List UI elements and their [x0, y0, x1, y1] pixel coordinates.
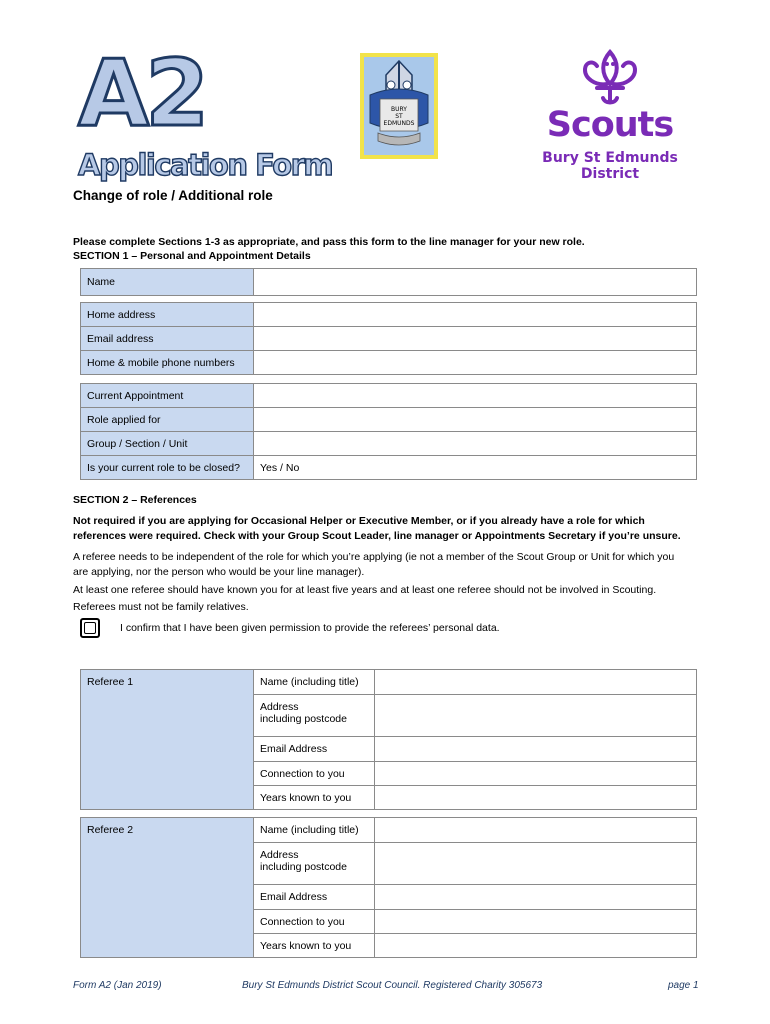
confirm-permission-checkbox[interactable] [80, 618, 100, 638]
name-field[interactable] [254, 269, 697, 296]
address-label-line2: including postcode [260, 861, 347, 873]
referee1-email-field[interactable] [375, 737, 697, 762]
referee2-name-field[interactable] [375, 818, 697, 843]
section2-title: SECTION 2 – References [73, 494, 197, 506]
section2-note-line1: Not required if you are applying for Occasional Helper or Executive Member, or if you already have a role for which [73, 515, 645, 527]
address-label-line1: Address [260, 849, 299, 861]
referee2-label: Referee 2 [81, 818, 254, 958]
referee1-table [80, 669, 697, 810]
footer-page-number: page 1 [668, 980, 699, 991]
contact-table [80, 302, 697, 375]
role-closed-label: Is your current role to be closed? [81, 456, 254, 480]
referee1-years-label: Years known to you [254, 786, 375, 810]
address-label-line2: including postcode [260, 713, 347, 725]
name-label: Name [81, 269, 254, 296]
referee2-name-label: Name (including title) [254, 818, 375, 843]
email-address-field[interactable] [254, 327, 697, 351]
current-appointment-label: Current Appointment [81, 384, 254, 408]
group-section-unit-label: Group / Section / Unit [81, 432, 254, 456]
section1-title: SECTION 1 – Personal and Appointment Details [73, 250, 311, 262]
role-applied-field[interactable] [254, 408, 697, 432]
intro-text: Please complete Sections 1-3 as appropriate, and pass this form to the line manager for your new role. [73, 236, 585, 248]
svg-text:ST: ST [395, 113, 403, 120]
form-title: Application Form [78, 148, 333, 182]
referee2-email-field[interactable] [375, 885, 697, 910]
referee1-years-field[interactable] [375, 786, 697, 810]
referee1-email-label: Email Address [254, 737, 375, 762]
email-address-label: Email address [81, 327, 254, 351]
referee-family-text: Referees must not be family relatives. [73, 601, 249, 613]
phone-numbers-label: Home & mobile phone numbers [81, 351, 254, 375]
referee2-email-label: Email Address [254, 885, 375, 910]
district-badge [360, 53, 438, 159]
referee2-address-label [254, 843, 375, 885]
referee-independence-line2: are applying, nor the person who would be your line manager). [73, 566, 365, 578]
role-closed-field[interactable]: Yes / No [254, 456, 697, 480]
footer-form-ref: Form A2 (Jan 2019) [73, 980, 162, 991]
referee-independence-line1: A referee needs to be independent of the role for which you’re applying (ie not a member of the Scout Group or Unit for which you [73, 551, 675, 563]
referee2-table [80, 817, 697, 958]
district-name: Bury St Edmunds District [542, 150, 678, 182]
form-code: A2 [78, 40, 206, 147]
referee2-connection-label: Connection to you [254, 910, 375, 934]
section2-note-line2: references were required. Check with your Group Scout Leader, line manager or Appointments Secretary if you’re unsure. [73, 530, 681, 542]
scouts-wordmark: Scouts [546, 105, 674, 145]
referee1-name-field[interactable] [375, 670, 697, 695]
referee1-connection-field[interactable] [375, 762, 697, 786]
footer-charity: Bury St Edmunds District Scout Council. Registered Charity 305673 [242, 980, 543, 991]
role-applied-label: Role applied for [81, 408, 254, 432]
phone-numbers-field[interactable] [254, 351, 697, 375]
name-table [80, 268, 697, 296]
home-address-field[interactable] [254, 303, 697, 327]
appointment-table [80, 383, 697, 480]
referee2-years-field[interactable] [375, 934, 697, 958]
referee1-label: Referee 1 [81, 670, 254, 810]
confirm-permission-label: I confirm that I have been given permission to provide the referees’ personal data. [120, 622, 500, 634]
referee2-years-label: Years known to you [254, 934, 375, 958]
referee1-address-field[interactable] [375, 695, 697, 737]
referee1-connection-label: Connection to you [254, 762, 375, 786]
referee1-name-label: Name (including title) [254, 670, 375, 695]
current-appointment-field[interactable] [254, 384, 697, 408]
svg-text:BURY: BURY [391, 106, 407, 113]
group-section-unit-field[interactable] [254, 432, 697, 456]
referee2-address-field[interactable] [375, 843, 697, 885]
svg-text:EDMUNDS: EDMUNDS [383, 120, 415, 127]
home-address-label: Home address [81, 303, 254, 327]
referee1-address-label [254, 695, 375, 737]
referee2-connection-field[interactable] [375, 910, 697, 934]
referee-duration-text: At least one referee should have known you for at least five years and at least one referee should not be involved in Scouting. [73, 584, 657, 596]
address-label-line1: Address [260, 701, 299, 713]
form-subtitle: Change of role / Additional role [73, 188, 273, 203]
